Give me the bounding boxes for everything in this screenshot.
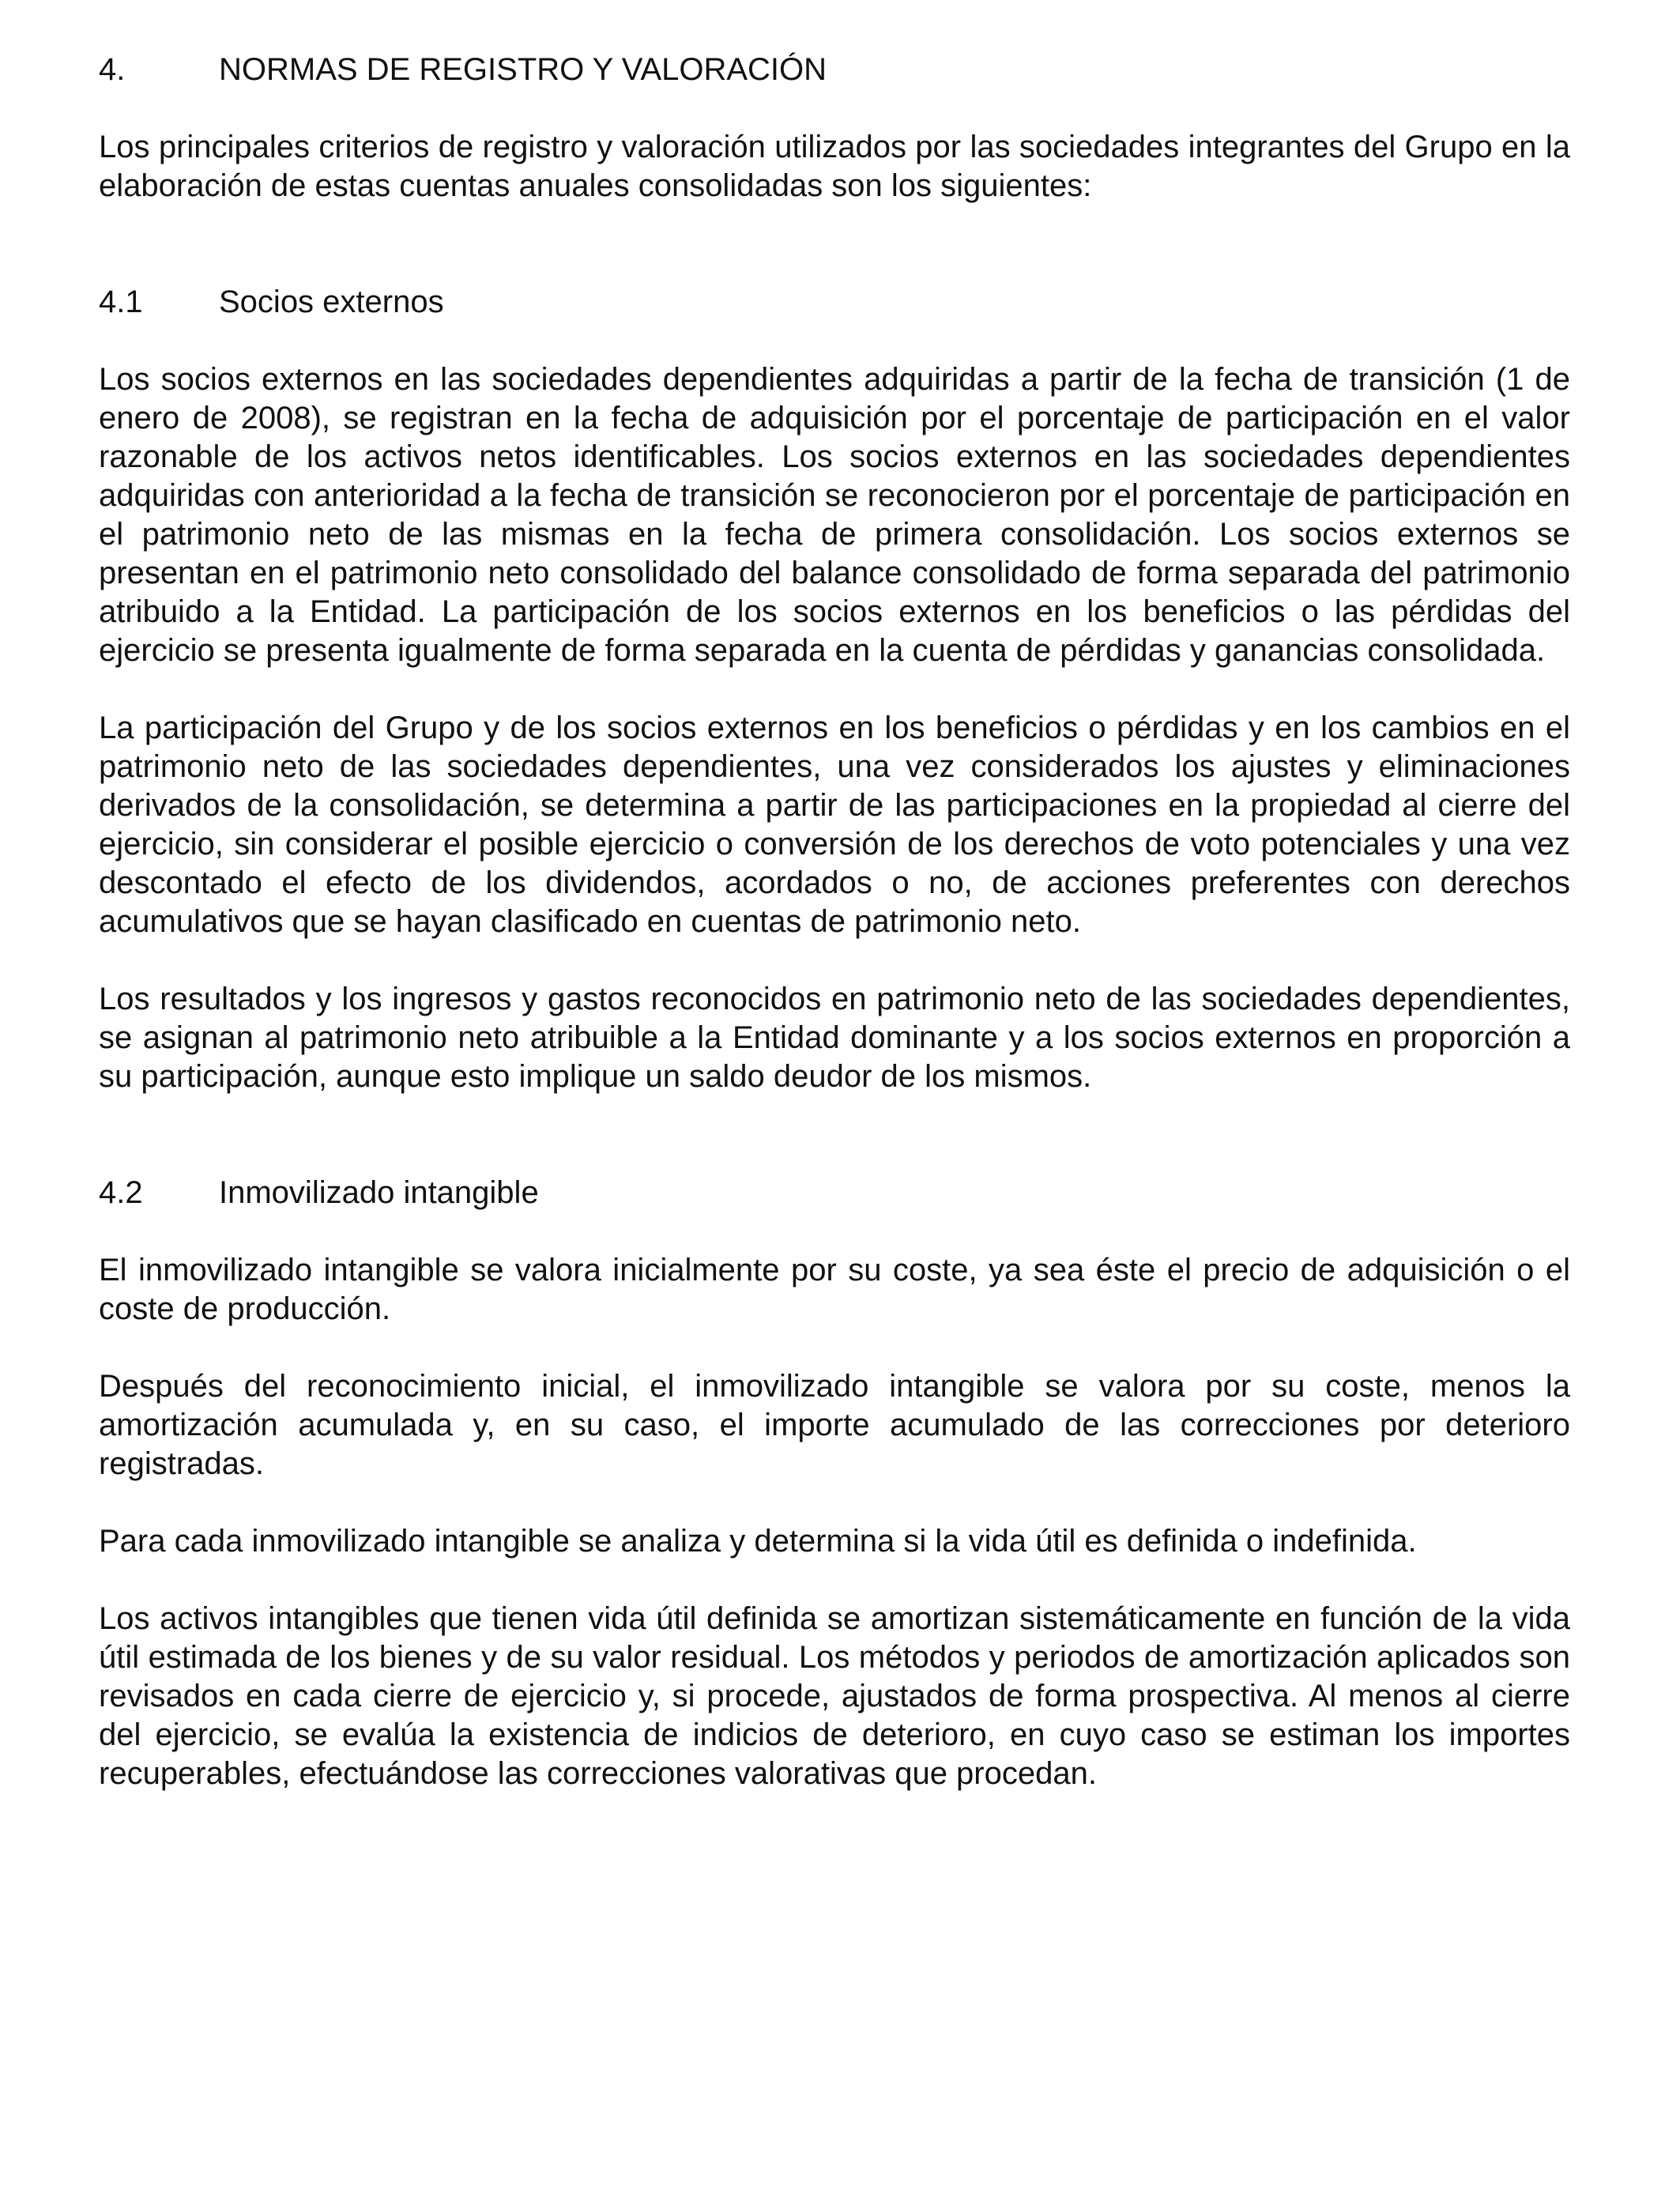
section-4-2-paragraph: El inmovilizado intangible se valora inicialmente por su coste, ya sea éste el precio de adquisición o el coste de producción. [99, 1253, 1570, 1326]
section-4-heading [99, 51, 1570, 89]
section-4-intro: Los principales criterios de registro y valoración utilizados por las sociedades integrantes del Grupo en la elaboración de estas cuentas anuales consolidadas son los siguientes: [99, 130, 1570, 203]
document-page [99, 51, 1570, 1793]
section-4-number: 4. [99, 52, 126, 87]
section-4-2-title: Inmovilizado intangible [219, 1175, 539, 1210]
section-4-1-heading [99, 283, 1570, 322]
section-4-1-paragraph: La participación del Grupo y de los socios externos en los beneficios o pérdidas y en los cambios en el patrimonio neto de las sociedades dependientes, una vez considerados los ajustes y eliminaciones derivados de la consolidación, se determina a partir de las participaciones en la propiedad al cierre del ejercicio, sin considerar el posible ejercicio o conversión de los derechos de voto potenciales y una vez descontado el efecto de los dividendos, acordados o no, de acciones preferentes con derechos acumulativos que se hayan clasificado en cuentas de patrimonio neto. [99, 711, 1570, 939]
section-4-2-paragraph: Los activos intangibles que tienen vida útil definida se amortizan sistemáticamente en función de la vida útil estimada de los bienes y de su valor residual. Los métodos y periodos de amortización aplicados son revisados en cada cierre de ejercicio y, si procede, ajustados de forma prospectiva. Al menos al cierre del ejercicio, se evalúa la existencia de indicios de deterioro, en cuyo caso se estiman los importes recuperables, efectuándose las correcciones valorativas que procedan. [99, 1601, 1570, 1791]
section-4-2-number: 4.2 [99, 1175, 143, 1210]
section-4-1-paragraph: Los socios externos en las sociedades dependientes adquiridas a partir de la fecha de transición (1 de enero de 2008), se registran en la fecha de adquisición por el porcentaje de participación en el valor razonable de los activos netos identificables. Los socios externos en las sociedades dependientes adquiridas con anterioridad a la fecha de transición se reconocieron por el porcentaje de participación en el patrimonio neto de las mismas en la fecha de primera consolidación. Los socios externos se presentan en el patrimonio neto consolidado del balance consolidado de forma separada del patrimonio atribuido a la Entidad. La participación de los socios externos en los beneficios o las pérdidas del ejercicio se presenta igualmente de forma separada en la cuenta de pérdidas y ganancias consolidada. [99, 362, 1570, 668]
section-4-1-paragraph: Los resultados y los ingresos y gastos reconocidos en patrimonio neto de las sociedades dependientes, se asignan al patrimonio neto atribuible a la Entidad dominante y a los socios externos en proporción a su participación, aunque esto implique un saldo deudor de los mismos. [99, 982, 1570, 1094]
section-4-2-paragraph: Para cada inmovilizado intangible se analiza y determina si la vida útil es definida o indefinida. [99, 1524, 1417, 1559]
section-4-2-paragraph: Después del reconocimiento inicial, el inmovilizado intangible se valora por su coste, menos la amortización acumulada y, en su caso, el importe acumulado de las correcciones por deterioro registradas. [99, 1369, 1570, 1481]
section-4-1-number: 4.1 [99, 285, 143, 319]
section-4-title: NORMAS DE REGISTRO Y VALORACIÓN [219, 52, 827, 87]
section-4-1-title: Socios externos [219, 285, 444, 319]
section-4-2-heading [99, 1174, 1570, 1212]
